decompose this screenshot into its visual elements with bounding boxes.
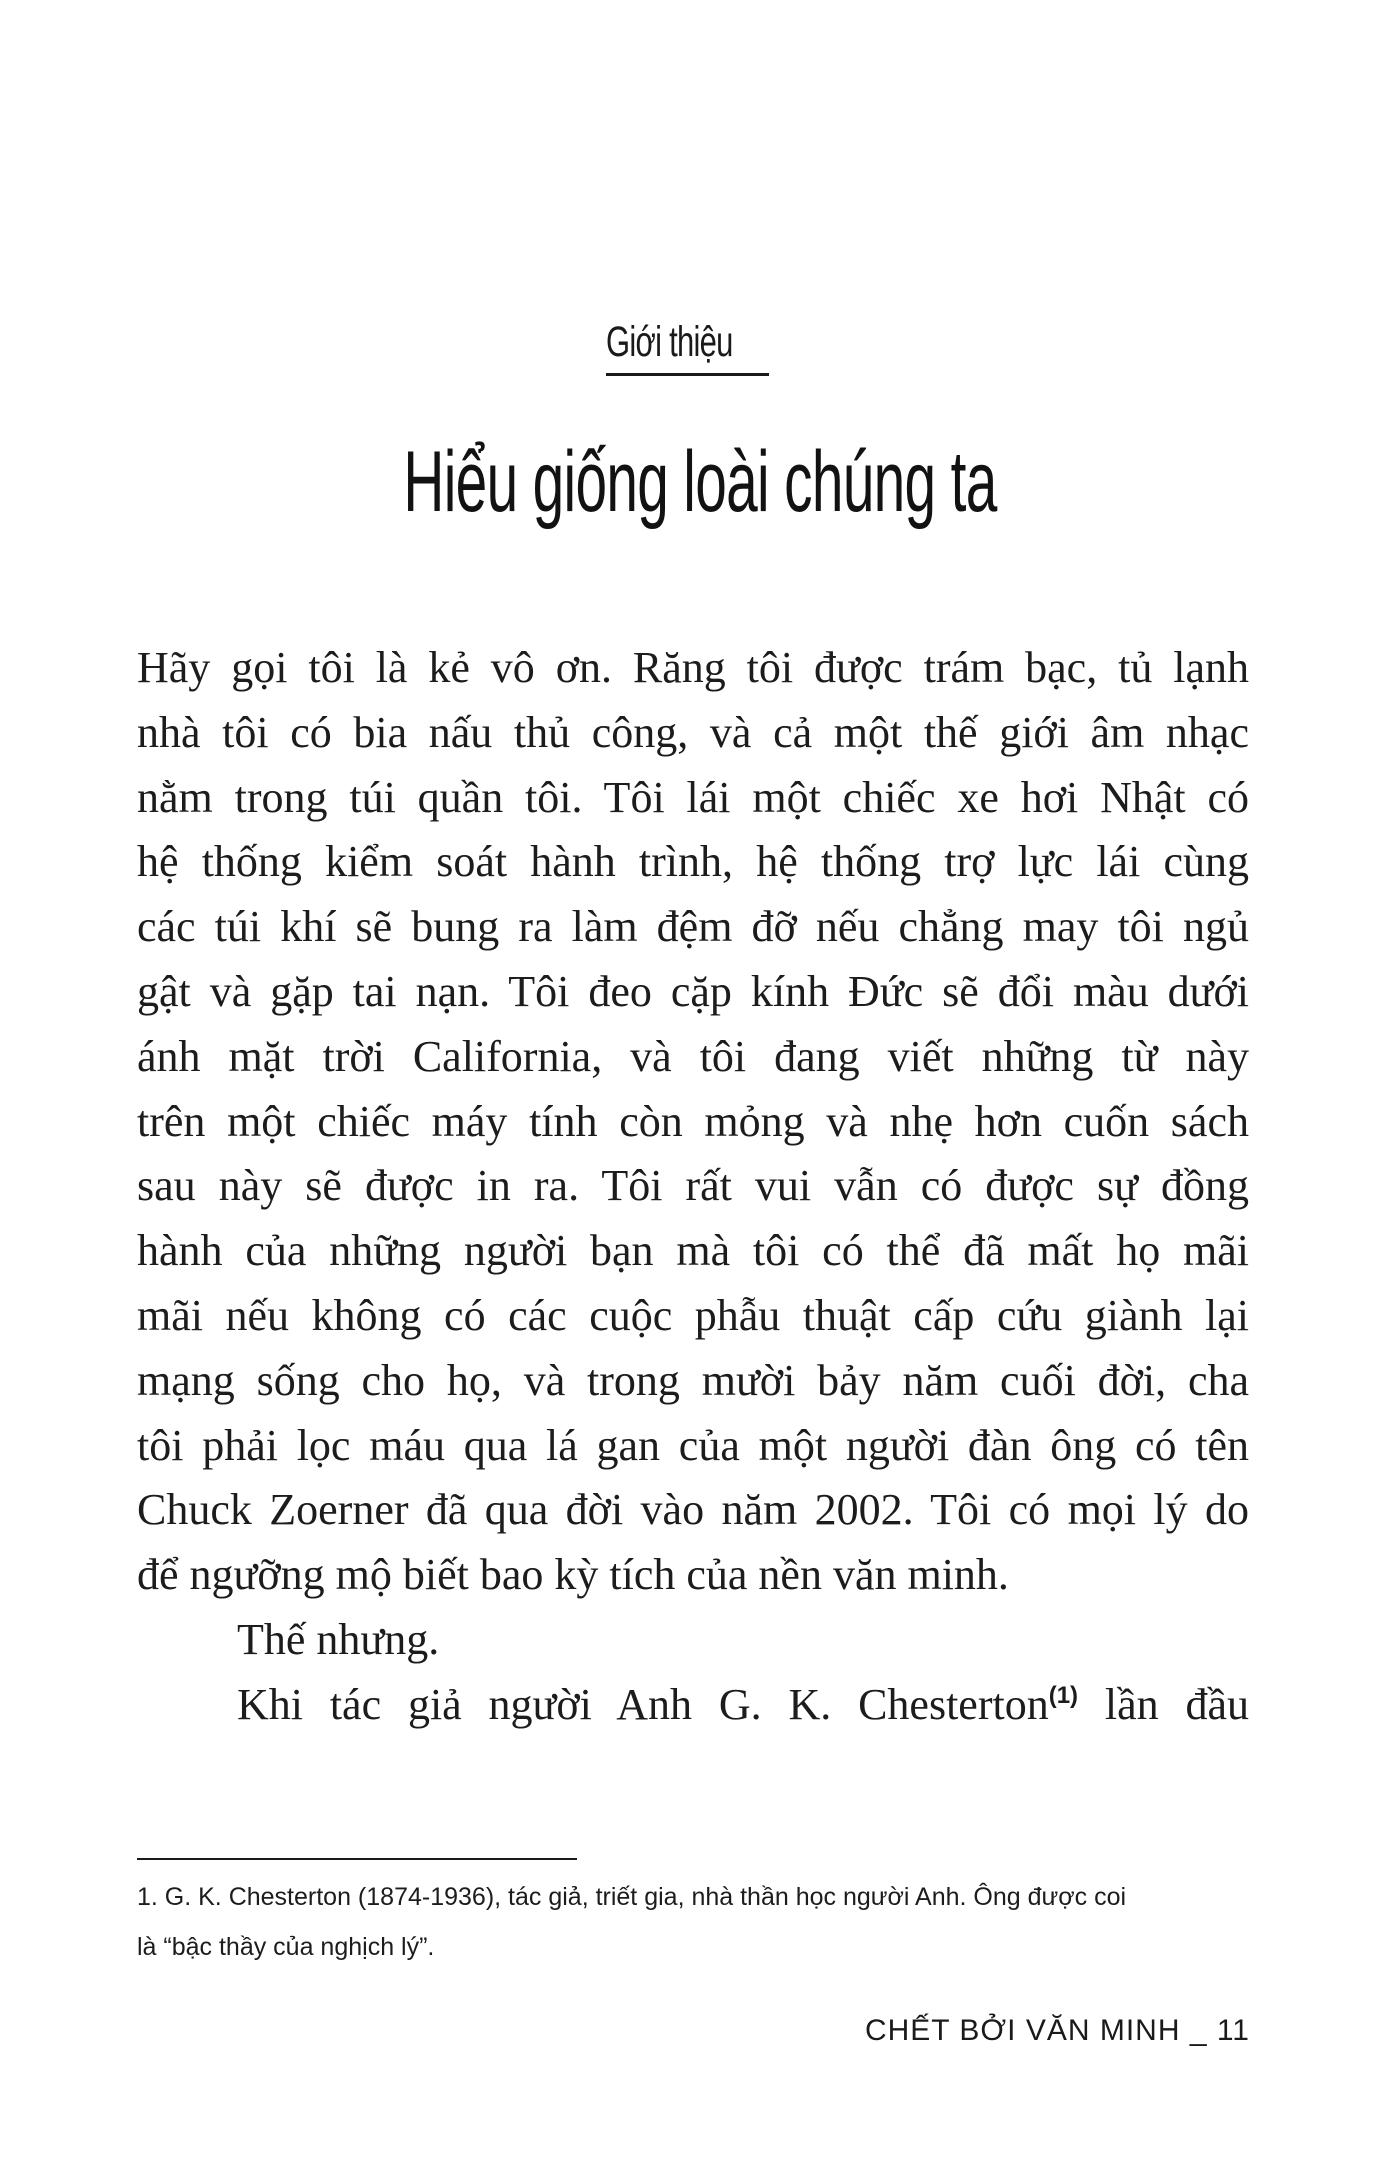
body-line: trên một chiếc máy tính còn mỏng và nhẹ hơn cuốn sách bbox=[137, 1096, 1249, 1146]
body-line: tôi phải lọc máu qua lá gan của một người đàn ông có tên bbox=[137, 1420, 1249, 1470]
footnote-line: là “bậc thầy của nghịch lý”. bbox=[137, 1933, 435, 1961]
body-line: mãi nếu không có các cuộc phẫu thuật cấp cứu giành lại bbox=[137, 1290, 1249, 1340]
body-line: để ngưỡng mộ biết bao kỳ tích của nền văn minh. bbox=[137, 1550, 1009, 1600]
footnote bbox=[137, 1872, 1249, 1972]
chapter-title: Hiểu giống loài chúng ta bbox=[403, 434, 997, 530]
body-line: sau này sẽ được in ra. Tôi rất vui vẫn có được sự đồng bbox=[137, 1161, 1249, 1211]
body-line: Chuck Zoerner đã qua đời vào năm 2002. Tôi có mọi lý do bbox=[137, 1485, 1249, 1535]
footnote-line: 1. G. K. Chesterton (1874-1936), tác giả, triết gia, nhà thần học người Anh. Ông được coi bbox=[137, 1883, 1127, 1911]
body-line: ánh mặt trời California, và tôi đang viết những từ này bbox=[137, 1031, 1249, 1081]
paragraph-three-start: Khi tác giả người Anh G. K. Chesterton bbox=[237, 1679, 1049, 1729]
body-line: Hãy gọi tôi là kẻ vô ơn. Răng tôi được trám bạc, tủ lạnh bbox=[137, 643, 1249, 692]
body-line: hệ thống kiểm soát hành trình, hệ thống trợ lực lái cùng bbox=[137, 837, 1249, 887]
chapter-kicker: Giới thiệu bbox=[606, 318, 733, 366]
body-line: hành của những người bạn mà tôi có thể đã mất họ mãi bbox=[137, 1226, 1249, 1276]
running-footer: CHẾT BỞI VĂN MINH _ 11 bbox=[864, 2014, 1250, 2047]
footnote-reference: (1) bbox=[1048, 1681, 1079, 1709]
body-line: nhà tôi có bia nấu thủ công, và cả một thế giới âm nhạc bbox=[137, 707, 1249, 757]
body-text bbox=[137, 636, 1249, 1738]
body-line: các túi khí sẽ bung ra làm đệm đỡ nếu chẳng may tôi ngủ bbox=[137, 902, 1249, 952]
kicker-underline bbox=[606, 373, 769, 376]
paragraph-two: Thế nhưng. bbox=[237, 1614, 440, 1664]
body-line: mạng sống cho họ, và trong mười bảy năm cuối đời, cha bbox=[137, 1355, 1249, 1405]
paragraph-three bbox=[137, 1673, 1249, 1738]
body-line: nằm trong túi quần tôi. Tôi lái một chiếc xe hơi Nhật có bbox=[137, 772, 1249, 822]
body-line: gật và gặp tai nạn. Tôi đeo cặp kính Đức sẽ đổi màu dưới bbox=[137, 966, 1249, 1016]
paragraph-three-end: lần đầu bbox=[1078, 1679, 1249, 1729]
footnote-rule bbox=[137, 1858, 577, 1860]
